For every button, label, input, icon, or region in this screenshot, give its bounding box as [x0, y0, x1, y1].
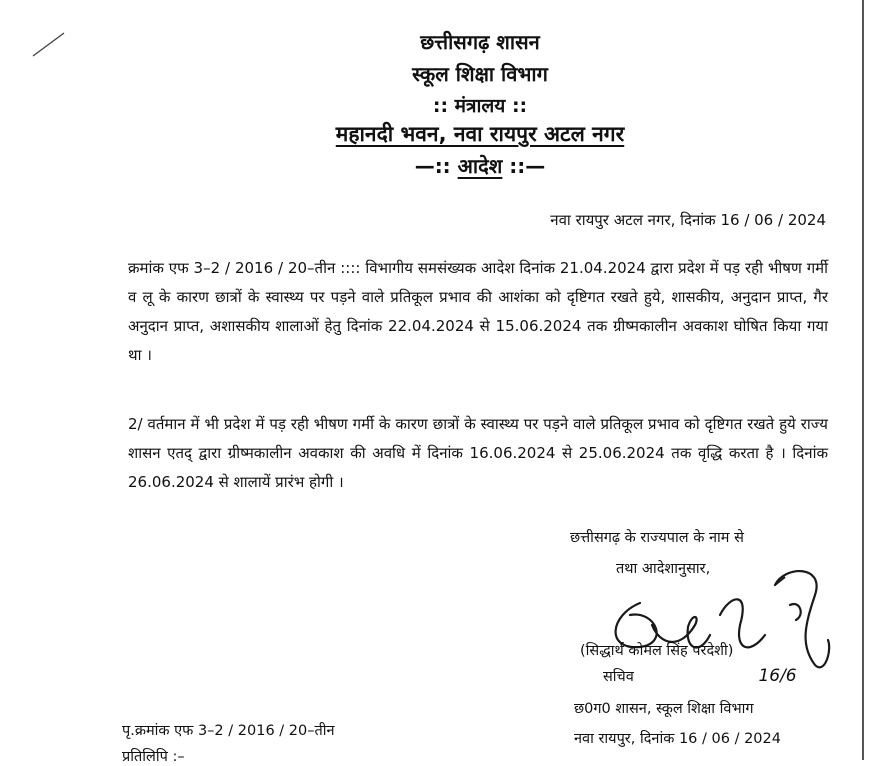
pen-mark: [30, 30, 70, 60]
ministry-label: :: मंत्रालय ::: [432, 95, 528, 117]
designation-text: सचिव: [603, 669, 634, 685]
order-heading: [230, 152, 730, 179]
order-prefix: —::: [414, 154, 458, 178]
copy-reference: पृ.क्रमांक एफ 3–2 / 2016 / 20–तीन: [122, 723, 335, 739]
handwritten-date: 16/6: [758, 666, 797, 686]
copy-label: प्रतिलिपि :–: [122, 749, 185, 765]
govt-name: छत्तीसगढ़ शासन: [420, 30, 540, 54]
order-suffix: ::—: [502, 154, 546, 178]
page-edge: [862, 0, 864, 760]
signature-order-line: तथा आदेशानुसार,: [616, 561, 711, 577]
signatory-name: (सिद्धार्थ कोमल सिंह परदेशी): [580, 643, 734, 659]
signatory-designation: [603, 666, 797, 686]
paragraph-2: 2/ वर्तमान में भी प्रदेश में पड़ रही भीषण गर्मी के कारण छात्रों के स्वास्थ्य पर पड़ने वाले प्रतिकूल प्रभाव को दृष्टिगत रखते हुये राज्य शासन एतद् द्वारा ग्रीष्मकालीन अवकाश की अवधि में दिनांक 16.06.2024 से 25.06.2024 तक वृद्धि करता है । दिनांक 26.06.2024 से शालायें प्रारंभ होगी ।: [128, 415, 828, 491]
signatory-place-date: नवा रायपुर, दिनांक 16 / 06 / 2024: [574, 731, 781, 747]
signature-authority: छत्तीसगढ़ के राज्यपाल के नाम से: [570, 530, 744, 546]
office-address: महानदी भवन, नवा रायपुर अटल नगर: [335, 122, 625, 146]
order-date: नवा रायपुर अटल नगर, दिनांक 16 / 06 / 2024: [550, 211, 826, 229]
department-name: स्कूल शिक्षा विभाग: [412, 62, 548, 86]
order-title: आदेश: [457, 154, 503, 178]
paragraph-1: क्रमांक एफ 3–2 / 2016 / 20–तीन :::: विभागीय समसंख्यक आदेश दिनांक 21.04.2024 द्वारा प्रदेश में पड़ रही भीषण गर्मी व लू के कारण छात्रों के स्वास्थ्य पर पड़ने वाले प्रतिकूल प्रभाव की आशंका को दृष्टिगत रखते हुये, शासकीय, अनुदान प्राप्त, गैर अनुदान प्राप्त, अशासकीय शालाओं हेतु दिनांक 22.04.2024 से 15.06.2024 तक ग्रीष्मकालीन अवकाश घोषित किया गया था ।: [128, 259, 828, 364]
signatory-department: छ0ग0 शासन, स्कूल शिक्षा विभाग: [574, 701, 754, 717]
